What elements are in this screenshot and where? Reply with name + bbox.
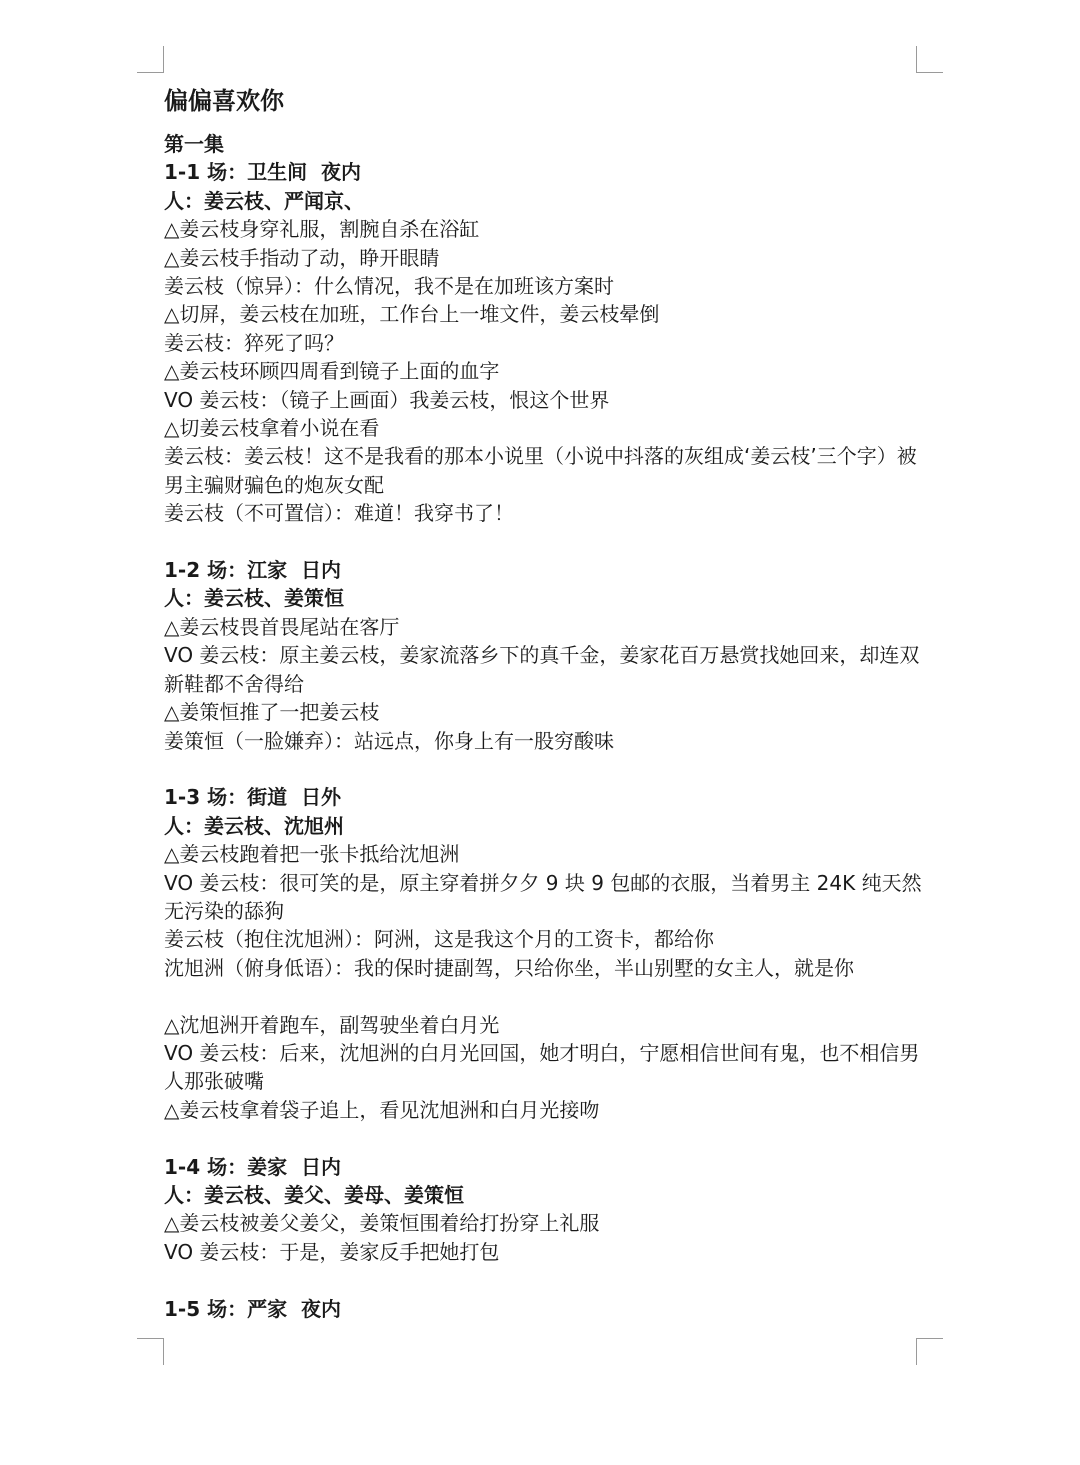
scene-heading: 1-3 场：街道 日外 <box>164 785 342 810</box>
scene-1-5 <box>164 1295 924 1323</box>
crop-mark-bottom-left <box>137 1338 164 1365</box>
spacer <box>164 1266 924 1294</box>
script-line: △姜云枝身穿礼服，割腕自杀在浴缸 <box>164 217 480 242</box>
crop-mark-top-right <box>916 46 943 73</box>
document-title: 偏偏喜欢你 <box>164 87 284 115</box>
script-line: 姜云枝：猝死了吗？ <box>164 330 344 355</box>
scene-1-3 <box>164 783 924 1124</box>
script-line: △姜策恒推了一把姜云枝 <box>164 700 380 725</box>
scene-people: 人：姜云枝、严闻京、 <box>164 188 364 213</box>
spacer <box>164 755 924 783</box>
script-line: 沈旭洲（俯身低语）：我的保时捷副驾，只给你坐，半山别墅的女主人，就是你 <box>164 955 854 980</box>
scene-1-1 <box>164 158 924 527</box>
script-line: VO 姜云枝：很可笑的是，原主穿着拼夕夕 9 块 9 包邮的衣服，当着男主 24K 纯天然无污染的舔狗 <box>164 870 922 923</box>
spacer <box>164 528 924 556</box>
script-line: 姜云枝（惊异）：什么情况，我不是在加班该方案时 <box>164 274 614 299</box>
script-line: △姜云枝拿着袋子追上，看见沈旭洲和白月光接吻 <box>164 1097 600 1122</box>
scene-people: 人：姜云枝、沈旭州 <box>164 813 344 838</box>
scene-heading: 1-4 场：姜家 日内 <box>164 1154 342 1179</box>
script-line: △姜云枝被姜父姜父，姜策恒围着给打扮穿上礼服 <box>164 1211 600 1236</box>
episode-heading: 第一集 <box>164 132 224 156</box>
spacer <box>164 982 924 1010</box>
script-line: △姜云枝跑着把一张卡抵给沈旭洲 <box>164 842 460 867</box>
script-line: △切姜云枝拿着小说在看 <box>164 416 380 441</box>
scene-heading: 1-5 场：严家 夜内 <box>164 1296 342 1321</box>
scene-people: 人：姜云枝、姜策恒 <box>164 586 344 611</box>
scene-1-2 <box>164 556 924 755</box>
script-line: 姜策恒（一脸嫌弃）：站远点，你身上有一股穷酸味 <box>164 728 614 753</box>
script-line: VO 姜云枝：于是，姜家反手把她打包 <box>164 1239 500 1264</box>
script-line: 姜云枝（抱住沈旭洲）：阿洲，这是我这个月的工资卡，都给你 <box>164 927 714 952</box>
script-line: VO 姜云枝：（镜子上画面）我姜云枝，恨这个世界 <box>164 387 610 412</box>
scene-heading: 1-1 场：卫生间 夜内 <box>164 160 362 185</box>
script-line: △姜云枝手指动了动，睁开眼睛 <box>164 245 440 270</box>
script-line: △沈旭洲开着跑车，副驾驶坐着白月光 <box>164 1012 500 1037</box>
scene-heading: 1-2 场：江家 日内 <box>164 558 342 583</box>
script-line: VO 姜云枝：原主姜云枝，姜家流落乡下的真千金，姜家花百万悬赏找她回来，却连双新鞋都不舍得给 <box>164 643 920 696</box>
script-line: 姜云枝：姜云枝！这不是我看的那本小说里（小说中抖落的灰组成‘姜云枝’三个字）被男主骗财骗色的炮灰女配 <box>164 444 917 497</box>
script-line: △切屏，姜云枝在加班，工作台上一堆文件，姜云枝晕倒 <box>164 302 660 327</box>
crop-mark-top-left <box>137 46 164 73</box>
script-line: △姜云枝畏首畏尾站在客厅 <box>164 614 400 639</box>
script-line: VO 姜云枝：后来，沈旭洲的白月光回国，她才明白，宁愿相信世间有鬼，也不相信男人那张破嘴 <box>164 1040 920 1094</box>
script-body <box>164 84 924 1323</box>
scene-1-4 <box>164 1153 924 1267</box>
script-line: 姜云枝（不可置信）：难道！我穿书了！ <box>164 501 514 526</box>
script-line: △姜云枝环顾四周看到镜子上面的血字 <box>164 359 500 384</box>
scene-people: 人：姜云枝、姜父、姜母、姜策恒 <box>164 1182 464 1207</box>
spacer <box>164 1124 924 1152</box>
crop-mark-bottom-right <box>916 1338 943 1365</box>
